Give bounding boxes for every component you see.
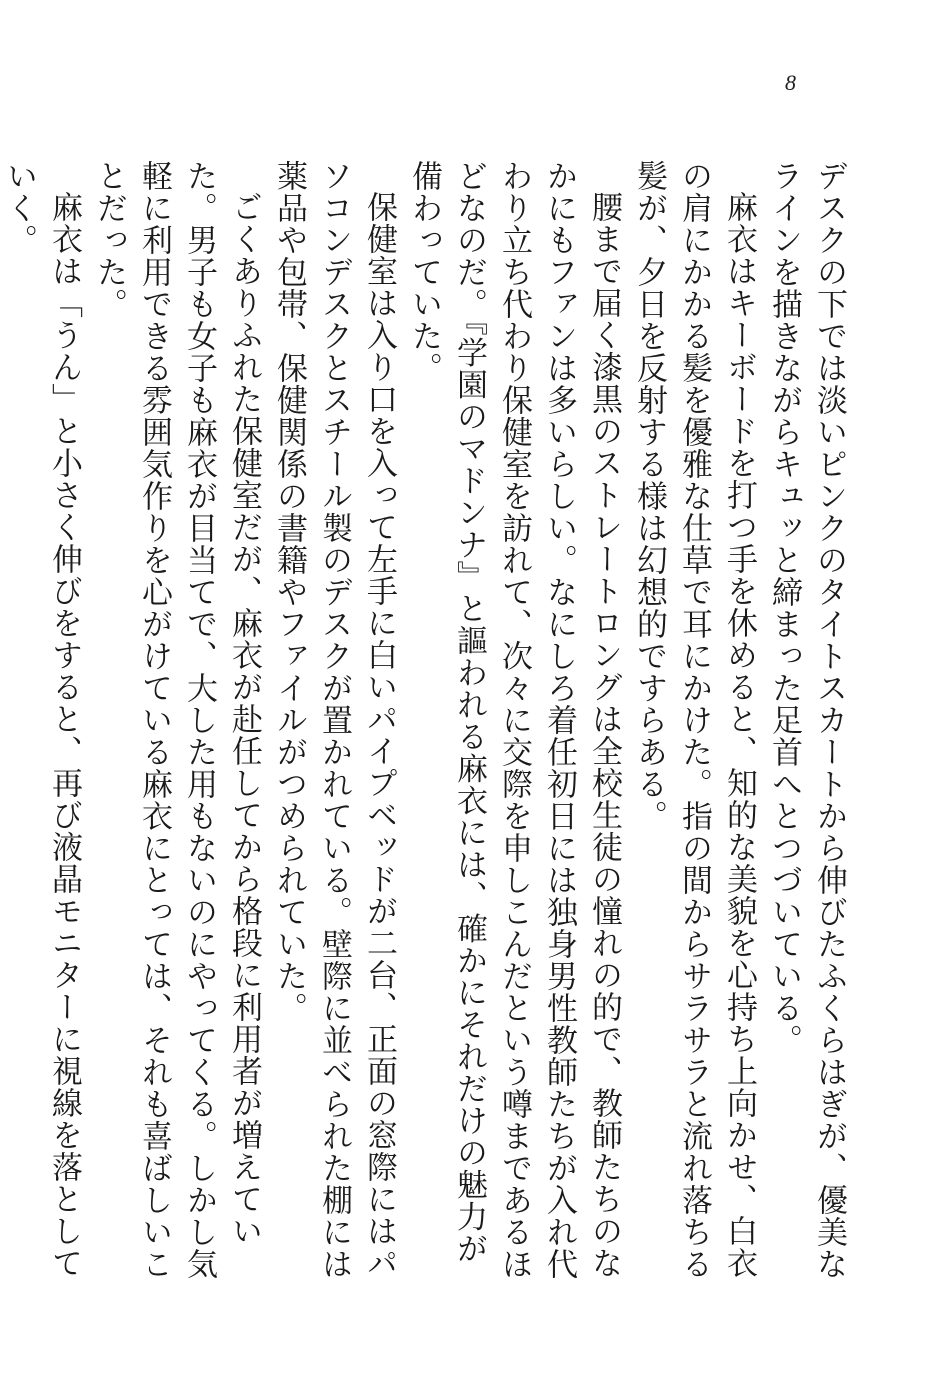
paragraph: 麻衣はキーボードを打つ手を休めると、知的な美貌を心持ち上向かせ、白衣の肩にかかる髪を優雅な仕草で耳にかけた。指の間からサラサラと流れ落ちる髪が、夕日を反射する様は幻想的ですらある。 <box>631 160 757 1280</box>
paragraph: 麻衣は「うん」と小さく伸びをすると、再び液晶モニターに視線を落としていく。 <box>1 160 82 1279</box>
paragraph: デスクの下では淡いピンクのタイトスカートから伸びたふくらはぎが、優美なラインを描きながらキュッと締まった足首へとつづいている。 <box>766 160 847 1280</box>
paragraph: 保健室は入り口を入って左手に白いパイプベッドが二台、正面の窓際にはパソコンデスクとスチール製のデスクが置かれている。壁際に並べられた棚には薬品や包帯、保健関係の書籍やファイルがつめられていた。 <box>271 160 397 1280</box>
page-number: 8 <box>785 70 796 95</box>
paragraph: 腰まで届く漆黒のストレートロングは全校生徒の憧れの的で、教師たちのなかにもファンは多いらしい。なにしろ着任初日には独身男性教師たちが入れ代わり立ち代わり保健室を訪れて、次々に交際を申しこんだという噂まであるほどなのだ。『学園のマドンナ』と謳われる麻衣には、確かにそれだけの魅力が備わっていた。 <box>406 160 622 1280</box>
vertical-body-text <box>1 160 851 1285</box>
paragraph: ごくありふれた保健室だが、麻衣が赴任してから格段に利用者が増えていた。男子も女子も麻衣が目当てで、大した用もないのにやってくる。しかし気軽に利用できる雰囲気作りを心がけている麻衣にとっては、それも喜ばしいことだった。 <box>91 160 262 1280</box>
